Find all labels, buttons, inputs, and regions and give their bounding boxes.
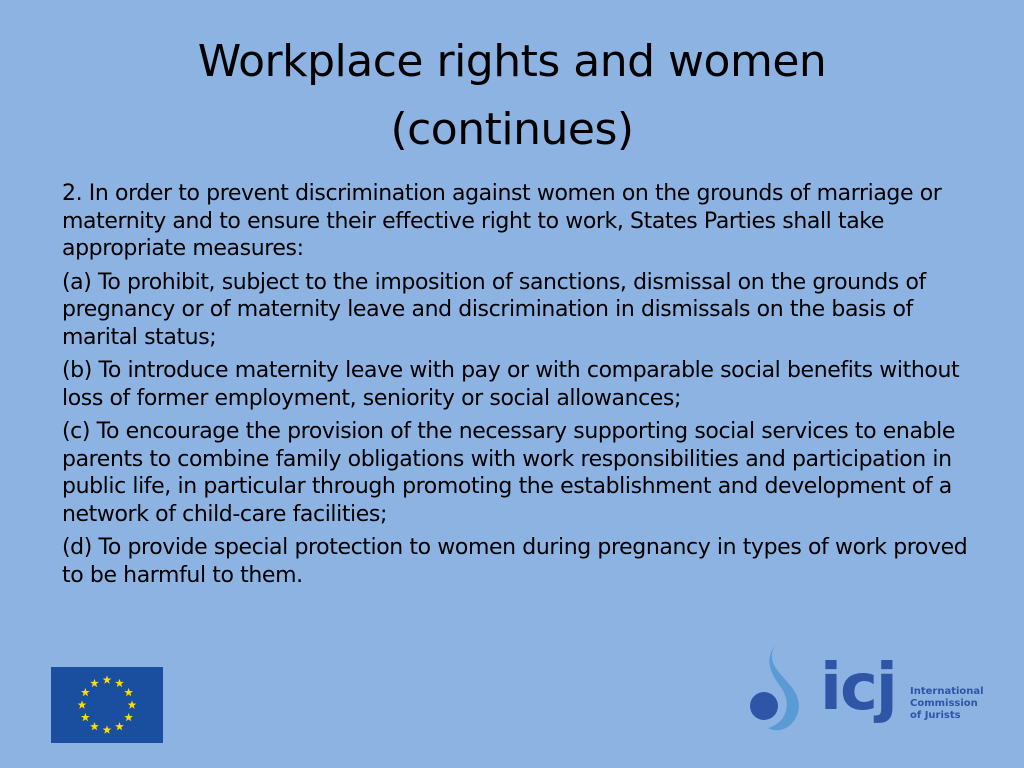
- paragraph-c: (c) To encourage the provision of the necessary supporting social services to enable parents to combine family obligations with work responsibilities and participation in public life, in particular through promoting the establishment and development of a network of child-care facilities;: [62, 419, 955, 527]
- paragraph-d: (d) To provide special protection to women during pregnancy in types of work proved to be harmful to them.: [62, 535, 968, 588]
- eu-star-icon: [81, 688, 90, 696]
- eu-star-icon: [124, 688, 133, 696]
- slide-title: [0, 28, 1024, 164]
- eu-flag-stars: [51, 667, 163, 743]
- eu-star-icon: [128, 700, 137, 708]
- eu-star-icon: [90, 679, 99, 687]
- slide-body: [62, 180, 982, 595]
- eu-star-icon: [115, 679, 124, 687]
- eu-star-icon: [81, 713, 90, 721]
- icj-name-line-2: Commission: [910, 698, 978, 709]
- title-line-1: Workplace rights and women: [197, 36, 827, 87]
- eu-star-icon: [78, 700, 87, 708]
- icj-drop-icon: [748, 642, 818, 738]
- paragraph-intro: 2. In order to prevent discrimination against women on the grounds of marriage or maternity and to ensure their effective right to work, States Parties shall take appropriate measures:: [62, 181, 942, 261]
- eu-star-icon: [124, 713, 133, 721]
- eu-star-icon: [90, 722, 99, 730]
- eu-flag-icon: [51, 667, 163, 743]
- eu-star-icon: [115, 722, 124, 730]
- paragraph-a: (a) To prohibit, subject to the imposition of sanctions, dismissal on the grounds of pregnancy or of maternity leave and discrimination in dismissals on the basis of marital status;: [62, 269, 926, 350]
- eu-star-icon: [103, 675, 112, 683]
- icj-name-line-1: International: [910, 686, 984, 697]
- icj-logo: [748, 642, 984, 738]
- paragraph-b: (b) To introduce maternity leave with pay or with comparable social benefits without loss of former employment, seniority or social allowances;: [62, 358, 960, 411]
- icj-full-name: [910, 686, 984, 722]
- title-line-2: (continues): [390, 104, 634, 155]
- icj-wordmark: icj: [820, 651, 896, 725]
- icj-name-line-3: of Jurists: [910, 710, 961, 721]
- eu-star-icon: [103, 725, 112, 733]
